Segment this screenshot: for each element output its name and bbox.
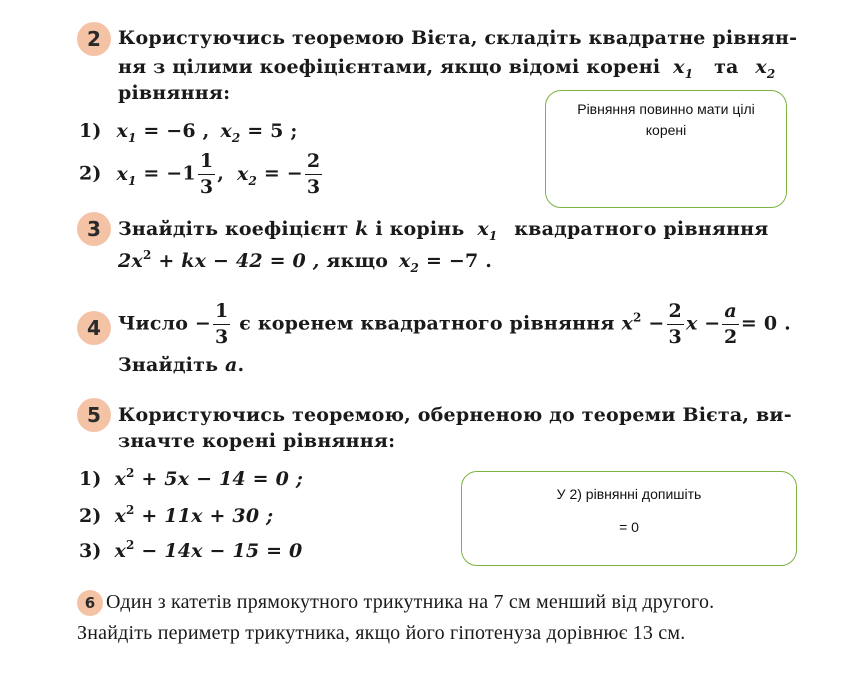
task-number-badge: [77, 398, 111, 432]
equation-rest: + kx − 42 = 0 ,: [158, 250, 320, 272]
superscript: 2: [125, 503, 135, 517]
task-number: 2: [87, 27, 101, 51]
task4-word: Число: [118, 312, 189, 335]
task4-find: Знайдіть: [118, 354, 219, 376]
subscript: 2: [231, 131, 241, 145]
fraction-a-over-2: [722, 302, 739, 347]
task5-item-1: [79, 466, 303, 490]
task-number: 4: [87, 316, 101, 340]
note-integer-roots: [545, 90, 787, 208]
equation-x-minus: x −: [685, 312, 721, 335]
item-label: 3): [79, 540, 102, 562]
task5-item-3: [79, 538, 302, 562]
superscript: 2: [633, 310, 642, 325]
fraction-one-third: [213, 302, 230, 347]
var-x: x: [673, 56, 685, 78]
var-x: x: [114, 540, 126, 562]
numerator: 1: [213, 302, 230, 325]
var-x: x: [114, 505, 126, 527]
subscript: 1: [127, 173, 137, 188]
item-label: 1): [79, 120, 102, 142]
var-x: x: [220, 120, 232, 142]
minus: −: [648, 312, 665, 335]
var-x: x: [116, 162, 128, 185]
task-number-badge: [77, 212, 111, 246]
var-x1: [477, 218, 498, 243]
var-x2: [399, 250, 420, 275]
denominator: 3: [306, 176, 321, 198]
denominator: 3: [199, 176, 214, 198]
denominator: 3: [668, 326, 682, 348]
numerator: 1: [198, 152, 215, 175]
dot: .: [237, 354, 245, 376]
note2-line1: У 2) рівнянні допишіть: [556, 486, 702, 502]
item-label: 1): [79, 468, 102, 490]
minus: −: [194, 312, 212, 335]
var-k: k: [355, 218, 369, 240]
task4-text: є коренем квадратного рівняння: [239, 312, 615, 335]
task3-x2-value: = −7 .: [425, 250, 493, 272]
task-number-badge: [77, 590, 103, 616]
task2-line1: Користуючись теоремою Вієта, складіть квадратне рівнян-: [118, 27, 798, 49]
task2-item2: [79, 152, 324, 197]
equation-rest: + 5x − 14 = 0 ;: [141, 468, 304, 490]
var-x: x: [399, 250, 411, 272]
superscript: 2: [142, 248, 152, 262]
superscript: 2: [125, 466, 135, 480]
subscript: 1: [488, 229, 498, 243]
superscript: 2: [125, 538, 135, 552]
denominator: 2: [723, 326, 738, 348]
equation-rest: + 11x + 30 ;: [141, 505, 274, 527]
task-number-badge: [77, 22, 111, 56]
task3-line1: [118, 218, 769, 243]
task3-text-b: і корінь: [375, 218, 465, 240]
task4-line1: [118, 302, 791, 347]
task3-text-c: квадратного рівняння: [514, 218, 769, 240]
task2-line2-text: ня з цілими коефіцієнтами, якщо відомі корені: [118, 56, 661, 78]
var-x: x: [236, 162, 249, 185]
task4-line2: [118, 354, 244, 376]
task3-if: якщо: [326, 250, 389, 272]
task-number-badge: [77, 311, 111, 345]
item2-x1-value: = −1: [143, 162, 196, 185]
var-x1: [116, 120, 137, 145]
var-x: x: [755, 56, 767, 78]
comma: ,: [217, 162, 225, 185]
task-number: 5: [87, 403, 101, 427]
subscript: 1: [684, 67, 694, 81]
var-x: x: [477, 218, 489, 240]
task5-line2: значте корені рівняння:: [118, 430, 396, 452]
subscript: 2: [410, 261, 420, 275]
var-a: a: [225, 354, 238, 376]
task3-text-a: Знайдіть коефіцієнт: [118, 218, 349, 240]
var-x1: [116, 162, 137, 188]
var-x2: [755, 56, 776, 81]
item1-x1-value: = −6 ,: [143, 120, 210, 142]
note1-text: Рівняння повинно мати цілі корені: [577, 101, 755, 138]
task-number: 6: [84, 594, 96, 612]
task3-line2: [118, 248, 492, 275]
numerator: 2: [667, 302, 684, 325]
item1-x2-value: = 5 ;: [247, 120, 298, 142]
subscript: 1: [127, 131, 137, 145]
var-x2: [220, 120, 241, 145]
var-x: x: [116, 120, 128, 142]
task2-item1: [79, 120, 298, 145]
conj-and: та: [714, 56, 739, 78]
numerator: 2: [305, 152, 322, 175]
task5-line1: Користуючись теоремою, оберненою до теореми Вієта, ви-: [118, 404, 792, 426]
var-x2: [236, 162, 258, 188]
item-label: 2): [79, 162, 102, 185]
equation-rest: − 14x − 15 = 0: [141, 540, 303, 562]
note2-line2: = 0: [619, 519, 639, 535]
var-x: x: [114, 468, 126, 490]
var-x1: [673, 56, 694, 81]
subscript: 2: [766, 67, 776, 81]
fraction-two-thirds: [305, 152, 322, 197]
note-append-equals-zero: [461, 471, 797, 566]
equation-end: = 0 .: [740, 312, 791, 335]
task-number: 3: [87, 217, 101, 241]
fraction-two-thirds: [667, 302, 684, 347]
item-label: 2): [79, 505, 102, 527]
task5-item-2: [79, 503, 273, 527]
numerator: a: [722, 302, 739, 325]
denominator: 3: [215, 326, 229, 348]
subscript: 2: [248, 173, 258, 188]
task2-line3: рівняння:: [118, 82, 231, 104]
item2-x2-value: = −: [263, 162, 303, 185]
task2-line2: [118, 56, 775, 81]
fraction-one-third: [198, 152, 215, 197]
equation-term: 2x: [118, 250, 143, 272]
var-x: x: [621, 312, 633, 335]
task6-line2: Знайдіть периметр трикутника, якщо його гіпотенуза дорівнює 13 см.: [77, 622, 686, 644]
task6-line1: Один з катетів прямокутного трикутника на 7 см менший від другого.: [106, 591, 715, 613]
